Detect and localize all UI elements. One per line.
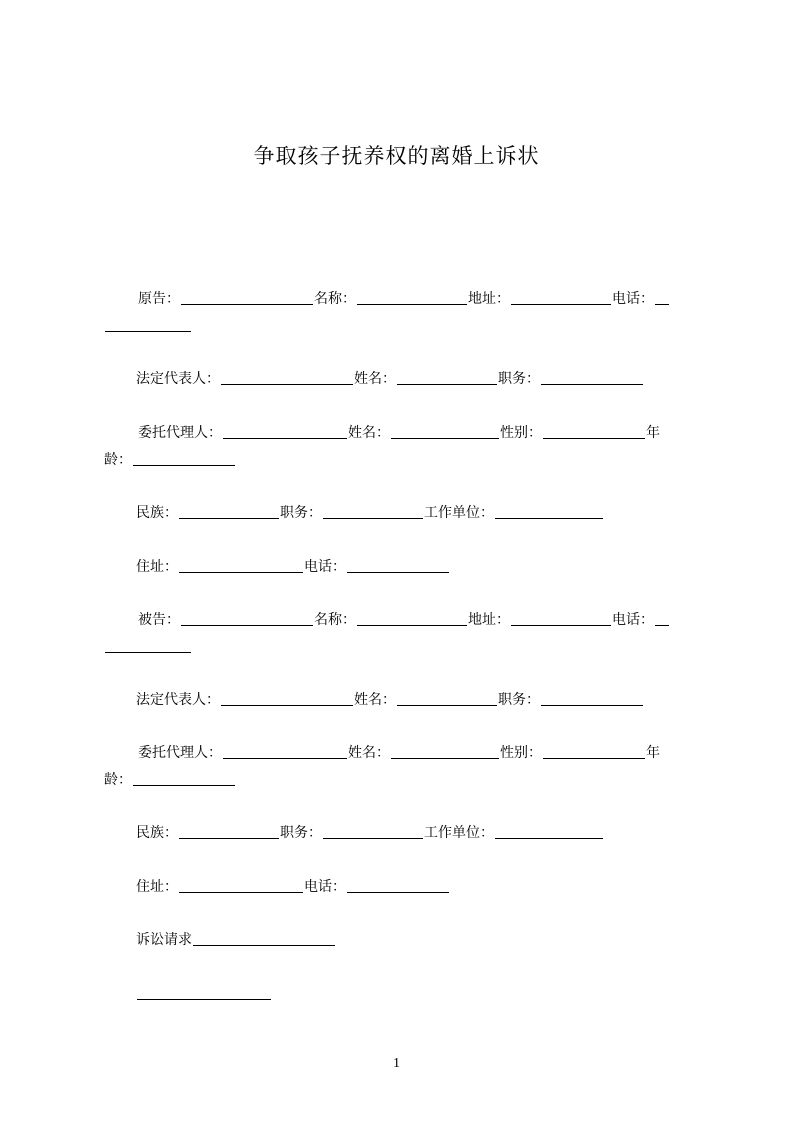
defendant-employer-label: 工作单位： xyxy=(424,825,494,841)
plaintiff-employer-label: 工作单位： xyxy=(424,505,494,521)
plaintiff-rep-position-label: 职务： xyxy=(498,371,540,387)
defendant-phone-blank[interactable] xyxy=(655,610,669,626)
defendant-ethnicity-blank[interactable] xyxy=(179,823,279,839)
plaintiff-phone-blank-cont[interactable] xyxy=(105,316,191,332)
defendant-ethnicity-label: 民族： xyxy=(136,825,178,841)
defendant-agent-gender-label: 性别： xyxy=(500,745,542,761)
plaintiff-blank[interactable] xyxy=(181,289,313,305)
plaintiff-legal-rep-label: 法定代表人： xyxy=(136,371,220,387)
plaintiff-residence-line xyxy=(104,554,704,581)
plaintiff-rep-line xyxy=(104,366,704,393)
plaintiff-name-blank[interactable] xyxy=(357,289,467,305)
plaintiff-rep-name-blank[interactable] xyxy=(397,369,497,385)
plaintiff-residence-phone-blank[interactable] xyxy=(347,557,449,573)
defendant-residence-label: 住址： xyxy=(136,879,178,895)
defendant-agent-blank[interactable] xyxy=(223,743,347,759)
claims-blank[interactable] xyxy=(193,930,335,946)
plaintiff-rep-position-blank[interactable] xyxy=(541,369,643,385)
plaintiff-employer-blank[interactable] xyxy=(495,503,603,519)
plaintiff-phone-label: 电话： xyxy=(612,291,654,307)
plaintiff-agent-age-blank[interactable] xyxy=(133,450,235,466)
plaintiff-legal-rep-blank[interactable] xyxy=(221,369,353,385)
defendant-position-label: 职务： xyxy=(280,825,322,841)
defendant-name-label: 名称： xyxy=(314,612,356,628)
plaintiff-name-label: 名称： xyxy=(314,291,356,307)
defendant-label: 被告： xyxy=(138,612,180,628)
plaintiff-address-blank[interactable] xyxy=(511,289,611,305)
plaintiff-ethnicity-blank[interactable] xyxy=(179,503,279,519)
plaintiff-rep-name-label: 姓名： xyxy=(354,371,396,387)
defendant-residence-blank[interactable] xyxy=(179,877,303,893)
defendant-line xyxy=(104,607,704,634)
defendant-ethnicity-line xyxy=(104,820,704,847)
claims-line-2 xyxy=(104,981,704,1008)
defendant-agent-line-cont xyxy=(104,767,704,794)
plaintiff-agent-age-label-1: 年 xyxy=(646,425,660,441)
defendant-rep-name-label: 姓名： xyxy=(354,692,396,708)
plaintiff-phone-blank[interactable] xyxy=(655,289,669,305)
defendant-agent-name-blank[interactable] xyxy=(391,743,499,759)
defendant-phone-label: 电话： xyxy=(612,612,654,628)
defendant-agent-age-label-2: 龄： xyxy=(104,772,132,788)
plaintiff-agent-label: 委托代理人： xyxy=(138,425,222,441)
plaintiff-line-cont xyxy=(104,313,704,340)
defendant-position-blank[interactable] xyxy=(323,823,423,839)
plaintiff-ethnicity-label: 民族： xyxy=(136,505,178,521)
plaintiff-residence-label: 住址： xyxy=(136,559,178,575)
defendant-residence-phone-blank[interactable] xyxy=(347,877,449,893)
plaintiff-agent-gender-blank[interactable] xyxy=(543,423,645,439)
defendant-residence-phone-label: 电话： xyxy=(304,879,346,895)
document-title: 争取孩子抚养权的离婚上诉状 xyxy=(253,144,540,168)
defendant-agent-name-label: 姓名： xyxy=(348,745,390,761)
plaintiff-ethnicity-line xyxy=(104,500,704,527)
plaintiff-agent-gender-label: 性别： xyxy=(500,425,542,441)
defendant-blank[interactable] xyxy=(181,610,313,626)
defendant-employer-blank[interactable] xyxy=(495,823,603,839)
plaintiff-agent-line xyxy=(104,420,704,447)
defendant-agent-label: 委托代理人： xyxy=(138,745,222,761)
defendant-address-label: 地址： xyxy=(468,612,510,628)
claims-line xyxy=(104,927,704,954)
plaintiff-label: 原告： xyxy=(138,291,180,307)
claims-label: 诉讼请求 xyxy=(136,932,192,948)
defendant-agent-line xyxy=(104,740,704,767)
plaintiff-agent-age-label-2: 龄： xyxy=(104,452,132,468)
plaintiff-residence-phone-label: 电话： xyxy=(304,559,346,575)
defendant-phone-blank-cont[interactable] xyxy=(105,637,191,653)
defendant-legal-rep-label: 法定代表人： xyxy=(136,692,220,708)
defendant-line-cont xyxy=(104,634,704,661)
defendant-agent-age-label-1: 年 xyxy=(646,745,660,761)
plaintiff-line xyxy=(104,286,704,313)
defendant-rep-position-label: 职务： xyxy=(498,692,540,708)
plaintiff-agent-name-label: 姓名： xyxy=(348,425,390,441)
plaintiff-agent-blank[interactable] xyxy=(223,423,347,439)
defendant-rep-position-blank[interactable] xyxy=(541,690,643,706)
plaintiff-position-blank[interactable] xyxy=(323,503,423,519)
claims-blank-2[interactable] xyxy=(137,984,271,1000)
defendant-rep-line xyxy=(104,687,704,714)
defendant-residence-line xyxy=(104,874,704,901)
defendant-agent-age-blank[interactable] xyxy=(133,770,235,786)
plaintiff-position-label: 职务： xyxy=(280,505,322,521)
defendant-address-blank[interactable] xyxy=(511,610,611,626)
defendant-rep-name-blank[interactable] xyxy=(397,690,497,706)
plaintiff-agent-name-blank[interactable] xyxy=(391,423,499,439)
plaintiff-address-label: 地址： xyxy=(468,291,510,307)
defendant-agent-gender-blank[interactable] xyxy=(543,743,645,759)
page-number: 1 xyxy=(393,1056,400,1071)
plaintiff-residence-blank[interactable] xyxy=(179,557,303,573)
defendant-legal-rep-blank[interactable] xyxy=(221,690,353,706)
defendant-name-blank[interactable] xyxy=(357,610,467,626)
plaintiff-agent-line-cont xyxy=(104,447,704,474)
